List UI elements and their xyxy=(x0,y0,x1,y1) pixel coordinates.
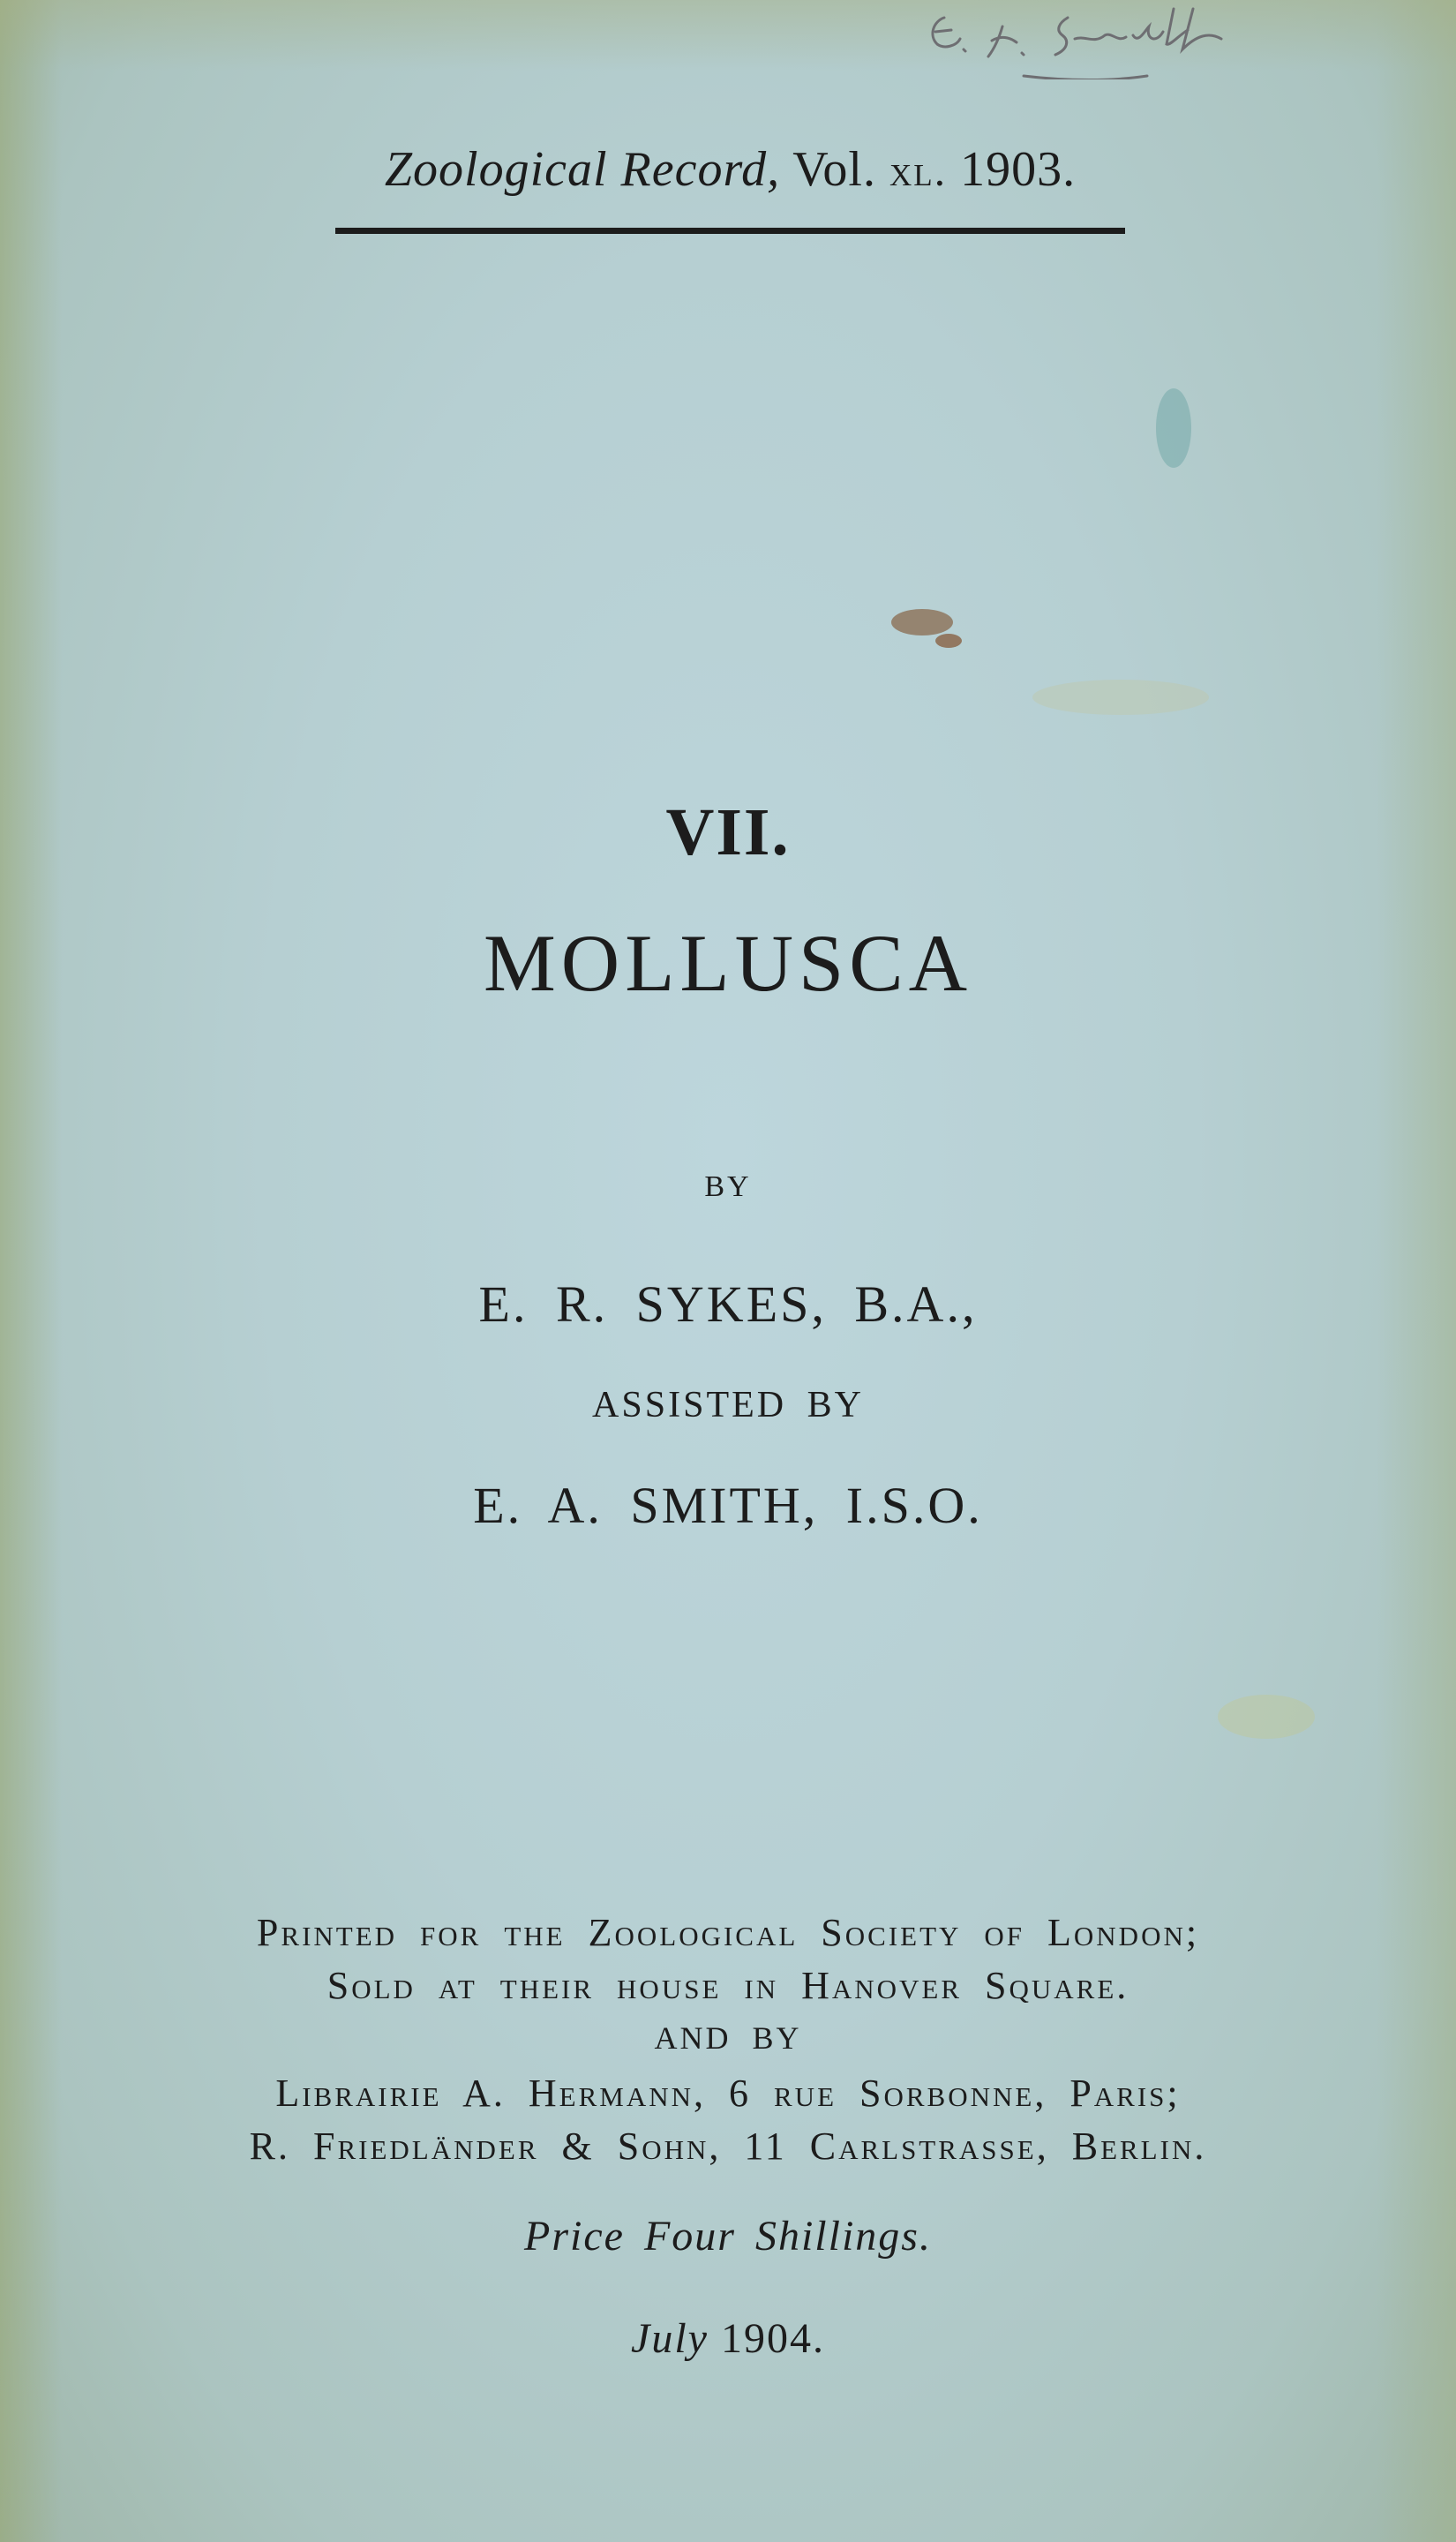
imprint-line: R. Friedländer & Sohn, 11 Carlstrasse, Berlin. xyxy=(249,2125,1207,2168)
author-name: E. R. SYKES, B.A., xyxy=(478,1275,978,1333)
paper-stain xyxy=(935,634,962,648)
price-line: Price Four Shillings. xyxy=(524,2213,932,2260)
date-year: 1904. xyxy=(720,2315,825,2362)
imprint-line: Sold at their house in Hanover Square. xyxy=(326,1964,1130,2007)
publication-date xyxy=(0,2314,1456,2363)
date-month: July xyxy=(631,2315,709,2362)
header-rule xyxy=(335,228,1125,234)
paper-stain xyxy=(1156,388,1191,468)
section-title: MOLLUSCA xyxy=(483,918,973,1008)
volume-label: Vol. xyxy=(792,142,876,197)
imprint-line: Librairie A. Hermann, 6 rue Sorbonne, Paris; xyxy=(275,2072,1181,2115)
volume-year: 1903. xyxy=(960,142,1077,197)
paper-stain xyxy=(1032,680,1209,715)
by-label: BY xyxy=(704,1170,752,1203)
assistant-name: E. A. SMITH, I.S.O. xyxy=(473,1477,983,1534)
journal-name: Zoological Record, xyxy=(384,142,781,197)
assisted-by-label: ASSISTED BY xyxy=(592,1385,864,1425)
journal-header xyxy=(335,141,1125,198)
imprint-line: AND BY xyxy=(654,2020,802,2056)
paper-stain xyxy=(891,609,953,636)
paper-stain xyxy=(1218,1695,1315,1739)
volume-number: xl. xyxy=(889,146,948,195)
handwritten-signature xyxy=(918,0,1297,79)
section-number: VII. xyxy=(665,795,791,869)
imprint-line: Printed for the Zoological Society of London; xyxy=(256,1911,1200,1954)
